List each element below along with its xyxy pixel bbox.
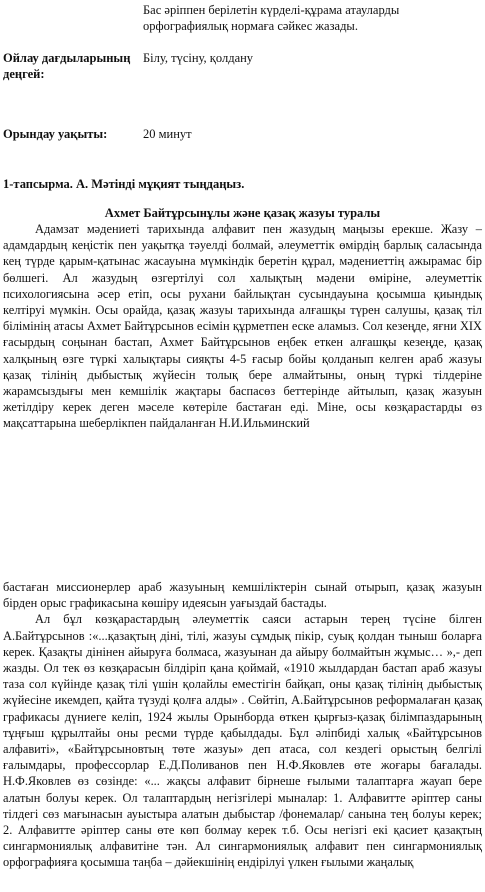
page-lower xyxy=(0,575,485,892)
text-title: Ахмет Байтұрсынұлы және қазақ жазуы туралы xyxy=(104,206,381,220)
time-value: 20 минут xyxy=(143,127,192,141)
level-value: Білу, түсіну, қолдану xyxy=(143,51,254,65)
paragraph-2: Ал бұл көзқарастардың әлеуметтік саяси астарын терең түсіне білген А.Байтұрсынов :«...қазақтың діні, тілі, жазуы сұмдық пікір, суық қолдан тыныш боларға керек. Қазақты дінінен айыруға болмаса, жазуынан да айыру болмайтын жұмыс… »,- деп жазды. Ол тек өз көзқарасын білдіріп қана қоймай, «1910 жылдардан бастап араб жазуы таза сол күйінде қазақ тілі үшін қолайлы еместігін байқап, оны қазақ тілінің дыбыстық жүйесіне икемдеп, қайта түзуді қолға алды» . Сөйтіп, А.Байтұрсынов реформалаған қазақ графикасы дүниеге келіп, 1924 жылы Орынборда өткен қырғыз-қазақ білімпаздарының тұңғыш құрылтайы оны ресми түрде қабылдады. Бұл әліпбиді халық «Байтұрсынов алфавиті», «Байтұрсыновтың төте жазуы» деп атаса, сол кездегі орыстың белгілі ғалымдары, профессорлар Е.Д.Поливанов пен Н.Ф.Яковлев өте жоғары бағалады. Н.Ф.Яковлев өз сөзінде: «... жақсы алфавит бірнеше ғылыми талаптарға жауап бере алатын болуы керек. Ол талаптардың негізгілері мыналар: 1. Алфавитте әріптер саны тілдегі сөз мағынасын ауыстыра алатын дыбыстар /фонемалар/ санына тең болуы керек; 2. Алфавитте әріптер саны өте көп болмау керек т.б. Осы негізгі екі қасиет қазақтың сингармониялық алфавитіне тән. Ал сингармониялық алфавит пен сингармониялық орфографияға қосымша таңба – дәйекшінің ендірілуі үлкен ғылыми жаңалық xyxy=(3,612,482,870)
paragraph-1: Адамзат мәдениеті тарихында алфавит пен жазудың маңызы ерекше. Жазу – адамдардың кеңістік пен уақытқа тәуелді болмай, әлеуметтік өмірдің барлық саласында кең түрде қарым-қатынас жасауына мүмкіндік беретін құрал, мәдениеттің ажырамас бір бөлшегі. Ал жазудың өзгертілуі сол халықтың мәдени өміріне, әлеуметтік психологиясына әсер етіп, осы рухани байлықтан сусындауына қосымша қиындық келтіруі мүмкін. Осы орайда, қазақ жазуы тарихында алғашқы түрен салушы, қазақ тіл білімінің атасы Ахмет Байтұрсынов есімін құрметпен еске аламыз. Сол кезеңде, яғни XIX ғасырдың соңынан бастап, Ахмет Байтұрсынов еңбек еткен алғашқы кезеңде, қазақ халқының өзге түркі халықтары сияқты 4-5 ғасыр бойы қолданып келген араб жазуы қазақ тілінің дыбыстық жүйесін толық бере алмайтыны, оның түркі тілдеріне жарамсыздығы мен кемшілік жақтары баспасөз беттерінде айтылып, қазақ жазуын жетілдіру керек деген мәселе көтеріле бастаған еді. Міне, осы көзқарастарды өз мақсаттарына шеберлікпен пайдаланған Н.И.Ильминский xyxy=(3,222,482,431)
time-label: Орындау уақыты: xyxy=(3,127,108,141)
level-label: Ойлау дағдыларының деңгей: xyxy=(3,51,131,81)
task-heading: 1-тапсырма. А. Мәтінді мұқият тыңдаңыз. xyxy=(3,177,245,191)
body-lower xyxy=(3,579,482,871)
paragraph-1-continued: бастаған миссионерлер араб жазуының кемшіліктерін сынай отырып, қазақ жазуын бірден орыс графикасына көшіру идеясын уағыздай бастады. xyxy=(3,580,482,611)
intro-text: Бас әріппен берілетін күрделі-құрама атауларды орфографиялық нормаға сәйкес жазады. xyxy=(143,3,400,33)
page-break xyxy=(0,540,485,575)
